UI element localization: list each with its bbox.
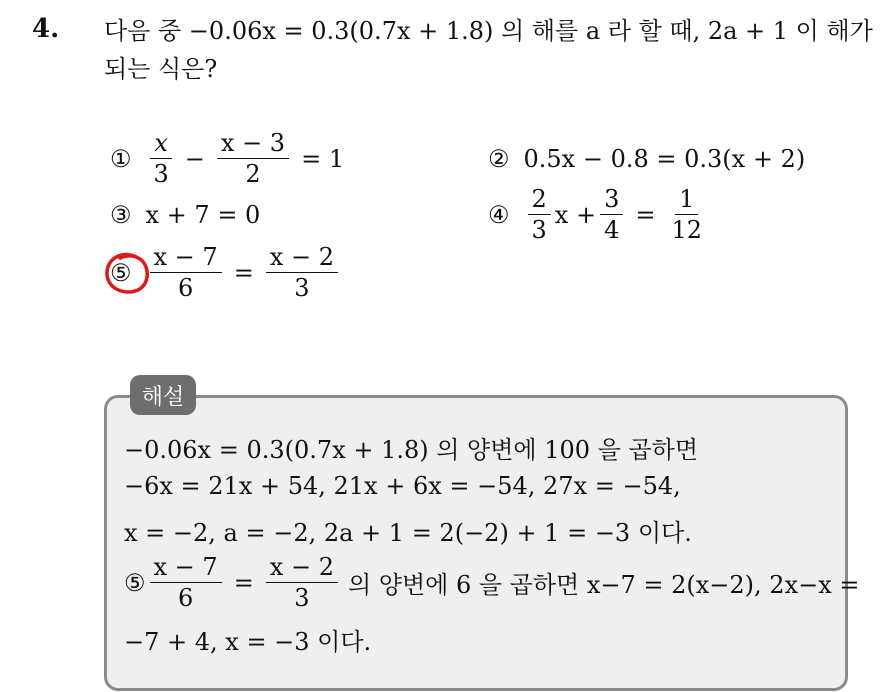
option-2-marker: ② <box>488 145 510 173</box>
option-5-marker: ⑤ <box>110 258 132 287</box>
option-1-marker: ① <box>110 144 132 173</box>
option-5[interactable] <box>110 242 342 303</box>
option-4-fraction-3: $\frac{1}{12}$ <box>671 185 703 244</box>
question-number: 4. <box>32 14 60 44</box>
option-1-operator: − <box>184 144 205 173</box>
option-5-fraction-1: $\frac{x - 7}{6}$ <box>150 242 222 303</box>
option-4-fraction-2: $\frac{3}{4}$ <box>600 184 623 245</box>
solution-line-1: −0.06x = 0.3(0.7x + 1.8) 의 양변에 100 을 곱하면 <box>124 436 699 464</box>
solution-line-5: −7 + 4, x = −3 이다. <box>124 628 372 656</box>
solution-line-4-marker: ⑤ <box>124 568 146 597</box>
option-4[interactable] <box>488 184 710 245</box>
question-text-line1: 다음 중 −0.06x = 0.3(0.7x + 1.8) 의 해를 a 라 할 때, 2a + 1 이 해가 <box>104 17 873 45</box>
option-1-fraction-1: $\frac{x}{3}$ <box>150 128 173 189</box>
solution-fraction-1: $\frac{x - 7}{6}$ <box>150 552 222 613</box>
option-4-equals: = <box>635 200 656 229</box>
option-1-fraction-2: $\frac{x - 3}{2}$ <box>217 128 289 189</box>
option-2[interactable] <box>488 145 805 173</box>
solution-line-4-tail: 의 양변에 6 을 곱하면 x−7 = 2(x−2), 2x−x = <box>347 571 860 599</box>
option-3-equation: x + 7 = 0 <box>145 201 261 229</box>
solution-fraction-2: $\frac{x - 2}{3}$ <box>266 552 338 613</box>
option-4-mid: x + <box>554 200 597 229</box>
option-1-rhs: = 1 <box>301 144 345 173</box>
solution-line-3: x = −2, a = −2, 2a + 1 = 2(−2) + 1 = −3 이다. <box>124 519 692 547</box>
option-2-equation: 0.5x − 0.8 = 0.3(x + 2) <box>523 145 806 173</box>
option-3-marker: ③ <box>110 201 132 229</box>
solution-tag: 해설 <box>130 375 196 415</box>
option-5-fraction-2: $\frac{x - 2}{3}$ <box>266 242 338 303</box>
question-text <box>104 12 874 88</box>
option-4-marker: ④ <box>488 200 510 229</box>
question-text-line2: 되는 식은? <box>104 55 218 83</box>
option-3[interactable] <box>110 201 260 229</box>
option-4-fraction-1: $\frac{2}{3}$ <box>528 184 551 245</box>
option-1[interactable] <box>110 128 352 189</box>
option-5-equals: = <box>233 258 254 287</box>
option-5-marker-wrap <box>110 259 132 287</box>
solution-line-4 <box>124 552 860 613</box>
solution-equals: = <box>233 568 254 597</box>
solution-line-2: −6x = 21x + 54, 21x + 6x = −54, 27x = −54, <box>124 472 681 500</box>
